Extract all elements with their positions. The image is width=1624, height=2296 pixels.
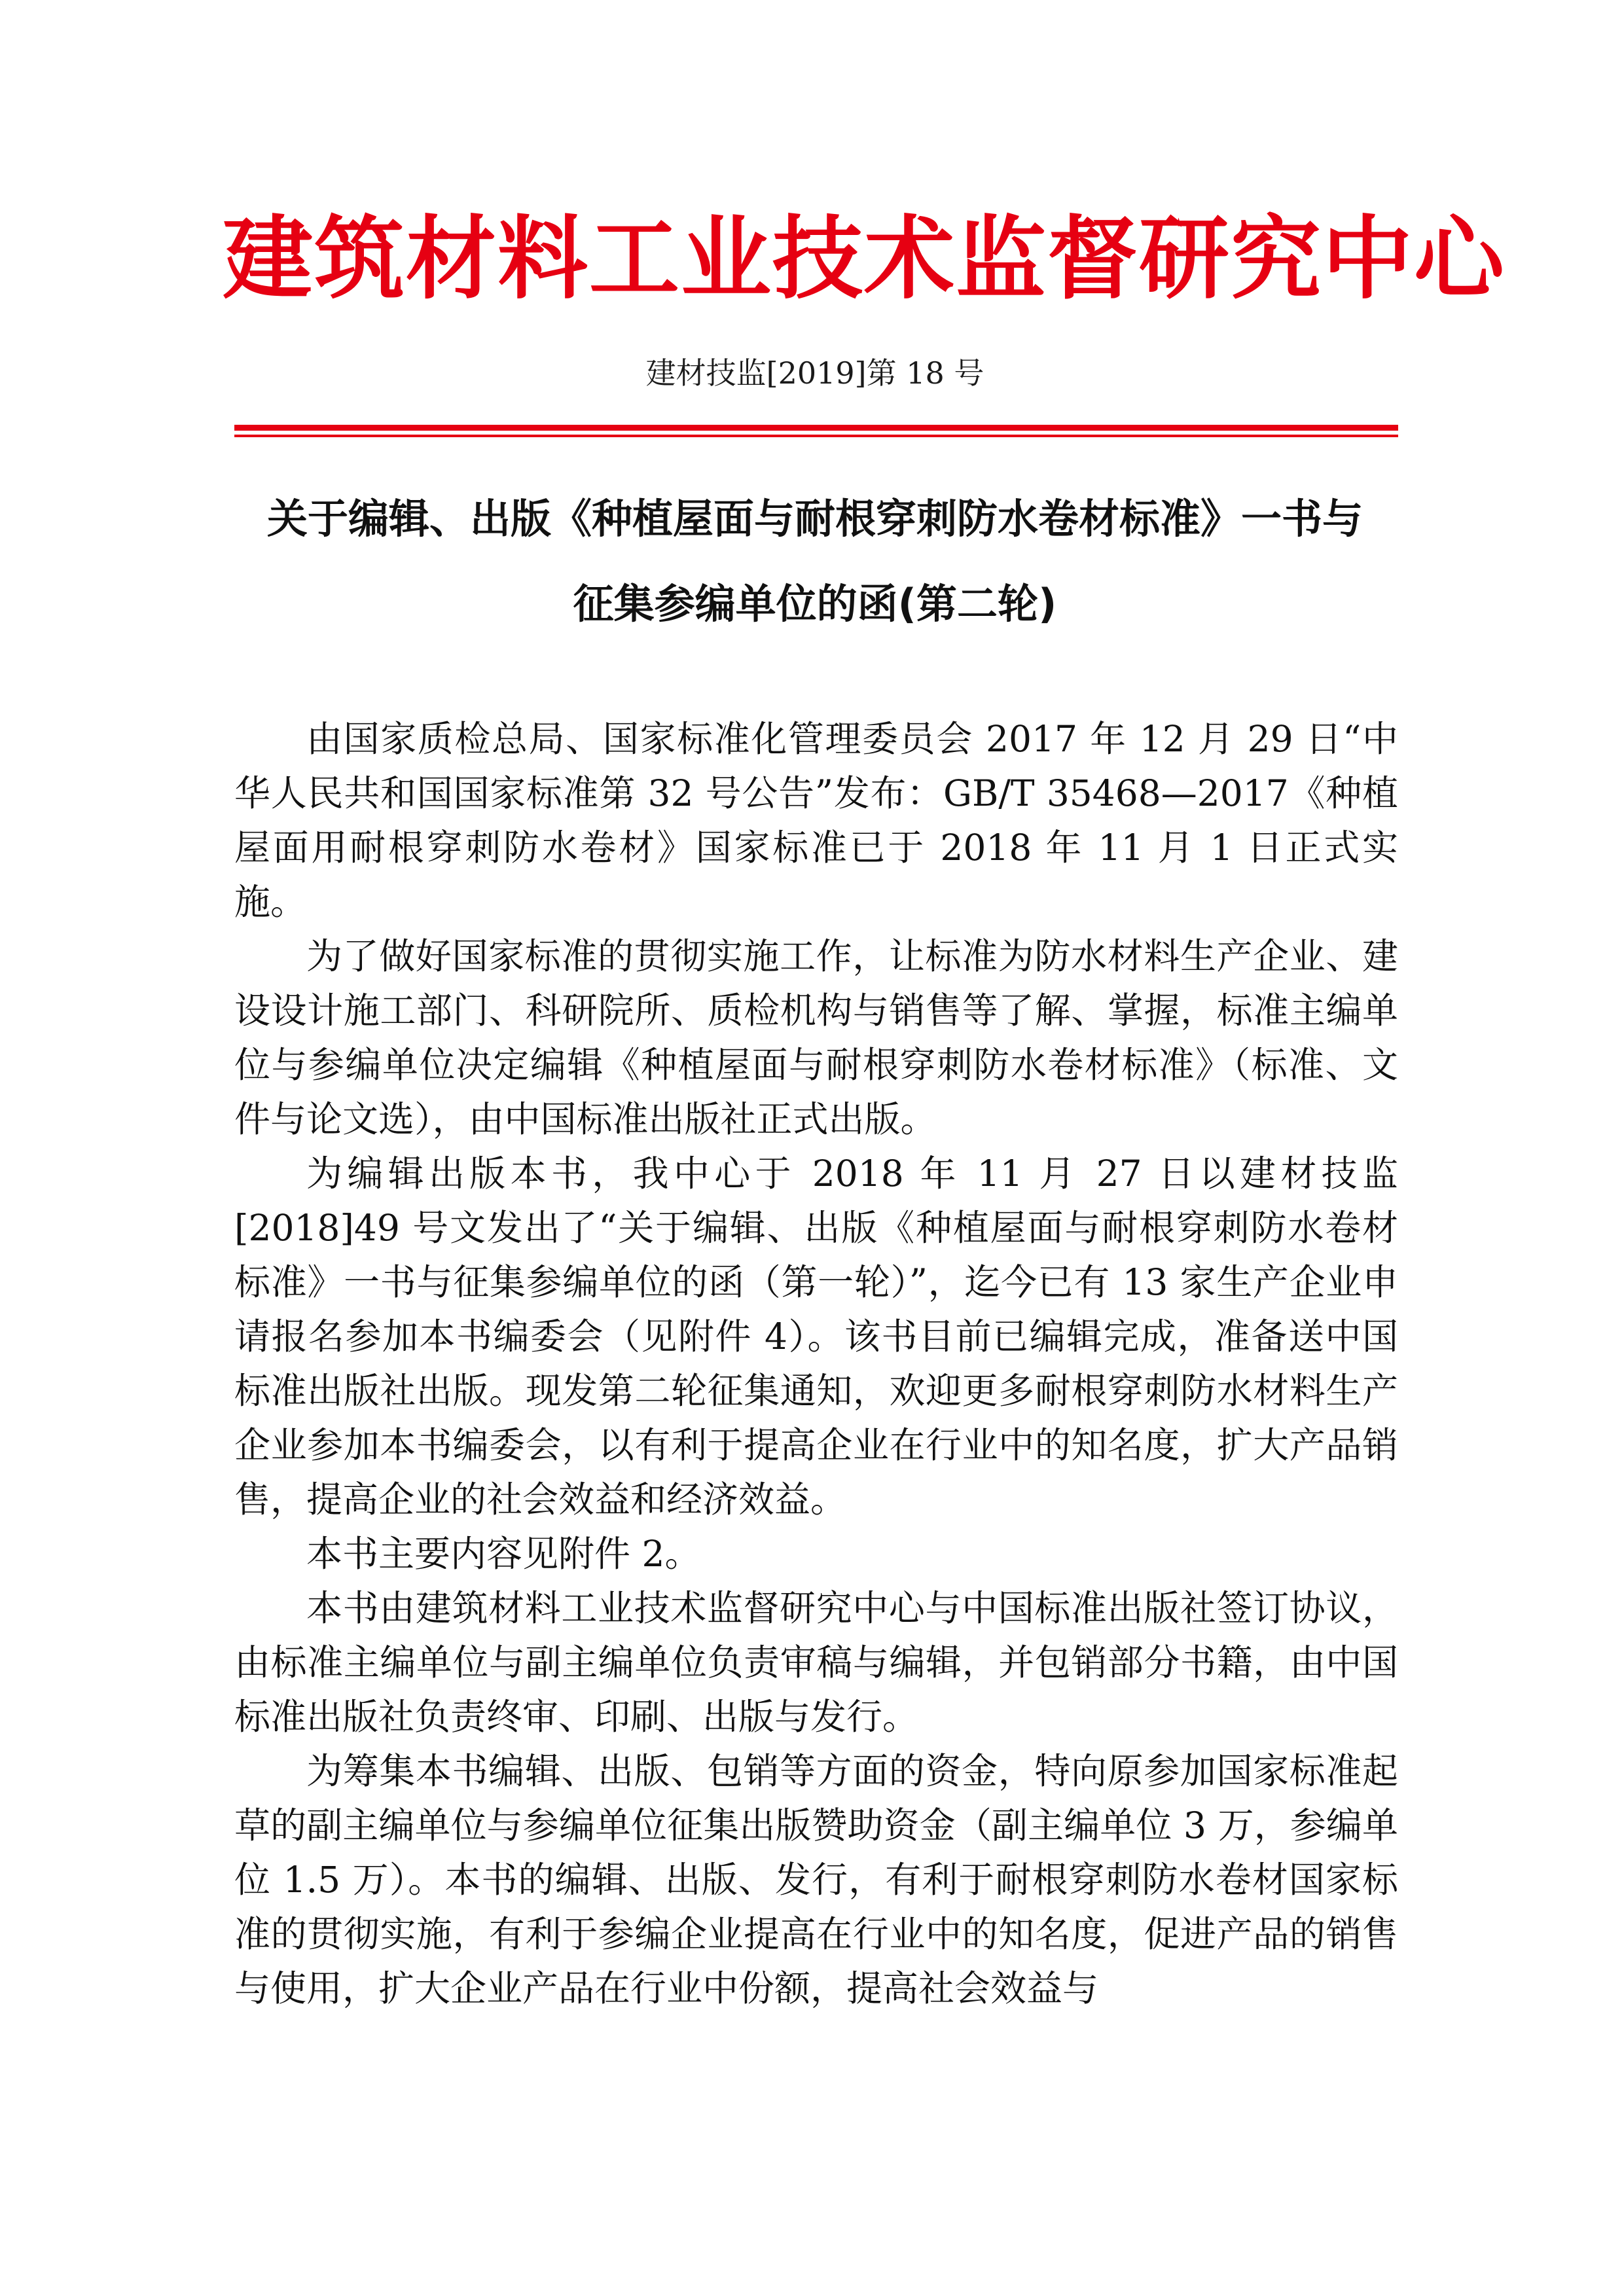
document-number: 建材技监[2019]第 18 号 [645, 355, 984, 391]
letter-body [234, 712, 1398, 2016]
letter-title-line-2: 征集参编单位的函(第二轮) [573, 580, 1057, 628]
body-paragraph: 为了做好国家标准的贯彻实施工作，让标准为防水材料生产企业、建设设计施工部门、科研院所、质检机构与销售等了解、掌握，标准主编单位与参编单位决定编辑《种植屋面与耐根穿刺防水卷材标准》（标准、文件与论文选），由中国标准出版社正式出版。 [234, 935, 1398, 1140]
body-paragraph: 本书由建筑材料工业技术监督研究中心与中国标准出版社签订协议，由标准主编单位与副主编单位负责审稿与编辑，并包销部分书籍，由中国标准出版社负责终审、印刷、出版与发行。 [234, 1587, 1398, 1738]
body-paragraph: 为编辑出版本书，我中心于 2018 年 11 月 27 日以建材技监[2018]49 号文发出了“关于编辑、出版《种植屋面与耐根穿刺防水卷材标准》一书与征集参编单位的函（第一轮）”，迄今已有 13 家生产企业申请报名参加本书编委会（见附件 4）。该书目前已编辑完成，准备送中国标准出版社出版。现发第二轮征集通知，欢迎更多耐根穿刺防水材料生产企业参加本书编委会，以有利于提高企业在行业中的知名度，扩大产品销售，提高企业的社会效益和经济效益。 [234, 1153, 1398, 1520]
organization-header: 建筑材料工业技术监督研究中心 [223, 205, 1506, 312]
letter-title-line-1: 关于编辑、出版《种植屋面与耐根穿刺防水卷材标准》一书与 [266, 495, 1363, 543]
header-divider-thick [234, 425, 1398, 431]
body-paragraph: 由国家质检总局、国家标准化管理委员会 2017 年 12 月 29 日“中华人民共和国国家标准第 32 号公告”发布：GB/T 35468—2017《种植屋面用耐根穿刺防水卷材》国家标准已于 2018 年 11 月 1 日正式实施。 [234, 718, 1398, 923]
body-paragraph: 为筹集本书编辑、出版、包销等方面的资金，特向原参加国家标准起草的副主编单位与参编单位征集出版赞助资金（副主编单位 3 万，参编单位 1.5 万）。本书的编辑、出版、发行，有利于耐根穿刺防水卷材国家标准的贯彻实施，有利于参编企业提高在行业中的知名度，促进产品的销售与使用，扩大企业产品在行业中份额，提高社会效益与 [234, 1750, 1398, 2009]
body-paragraph: 本书主要内容见附件 2。 [306, 1533, 701, 1575]
header-divider-thin [234, 435, 1398, 437]
